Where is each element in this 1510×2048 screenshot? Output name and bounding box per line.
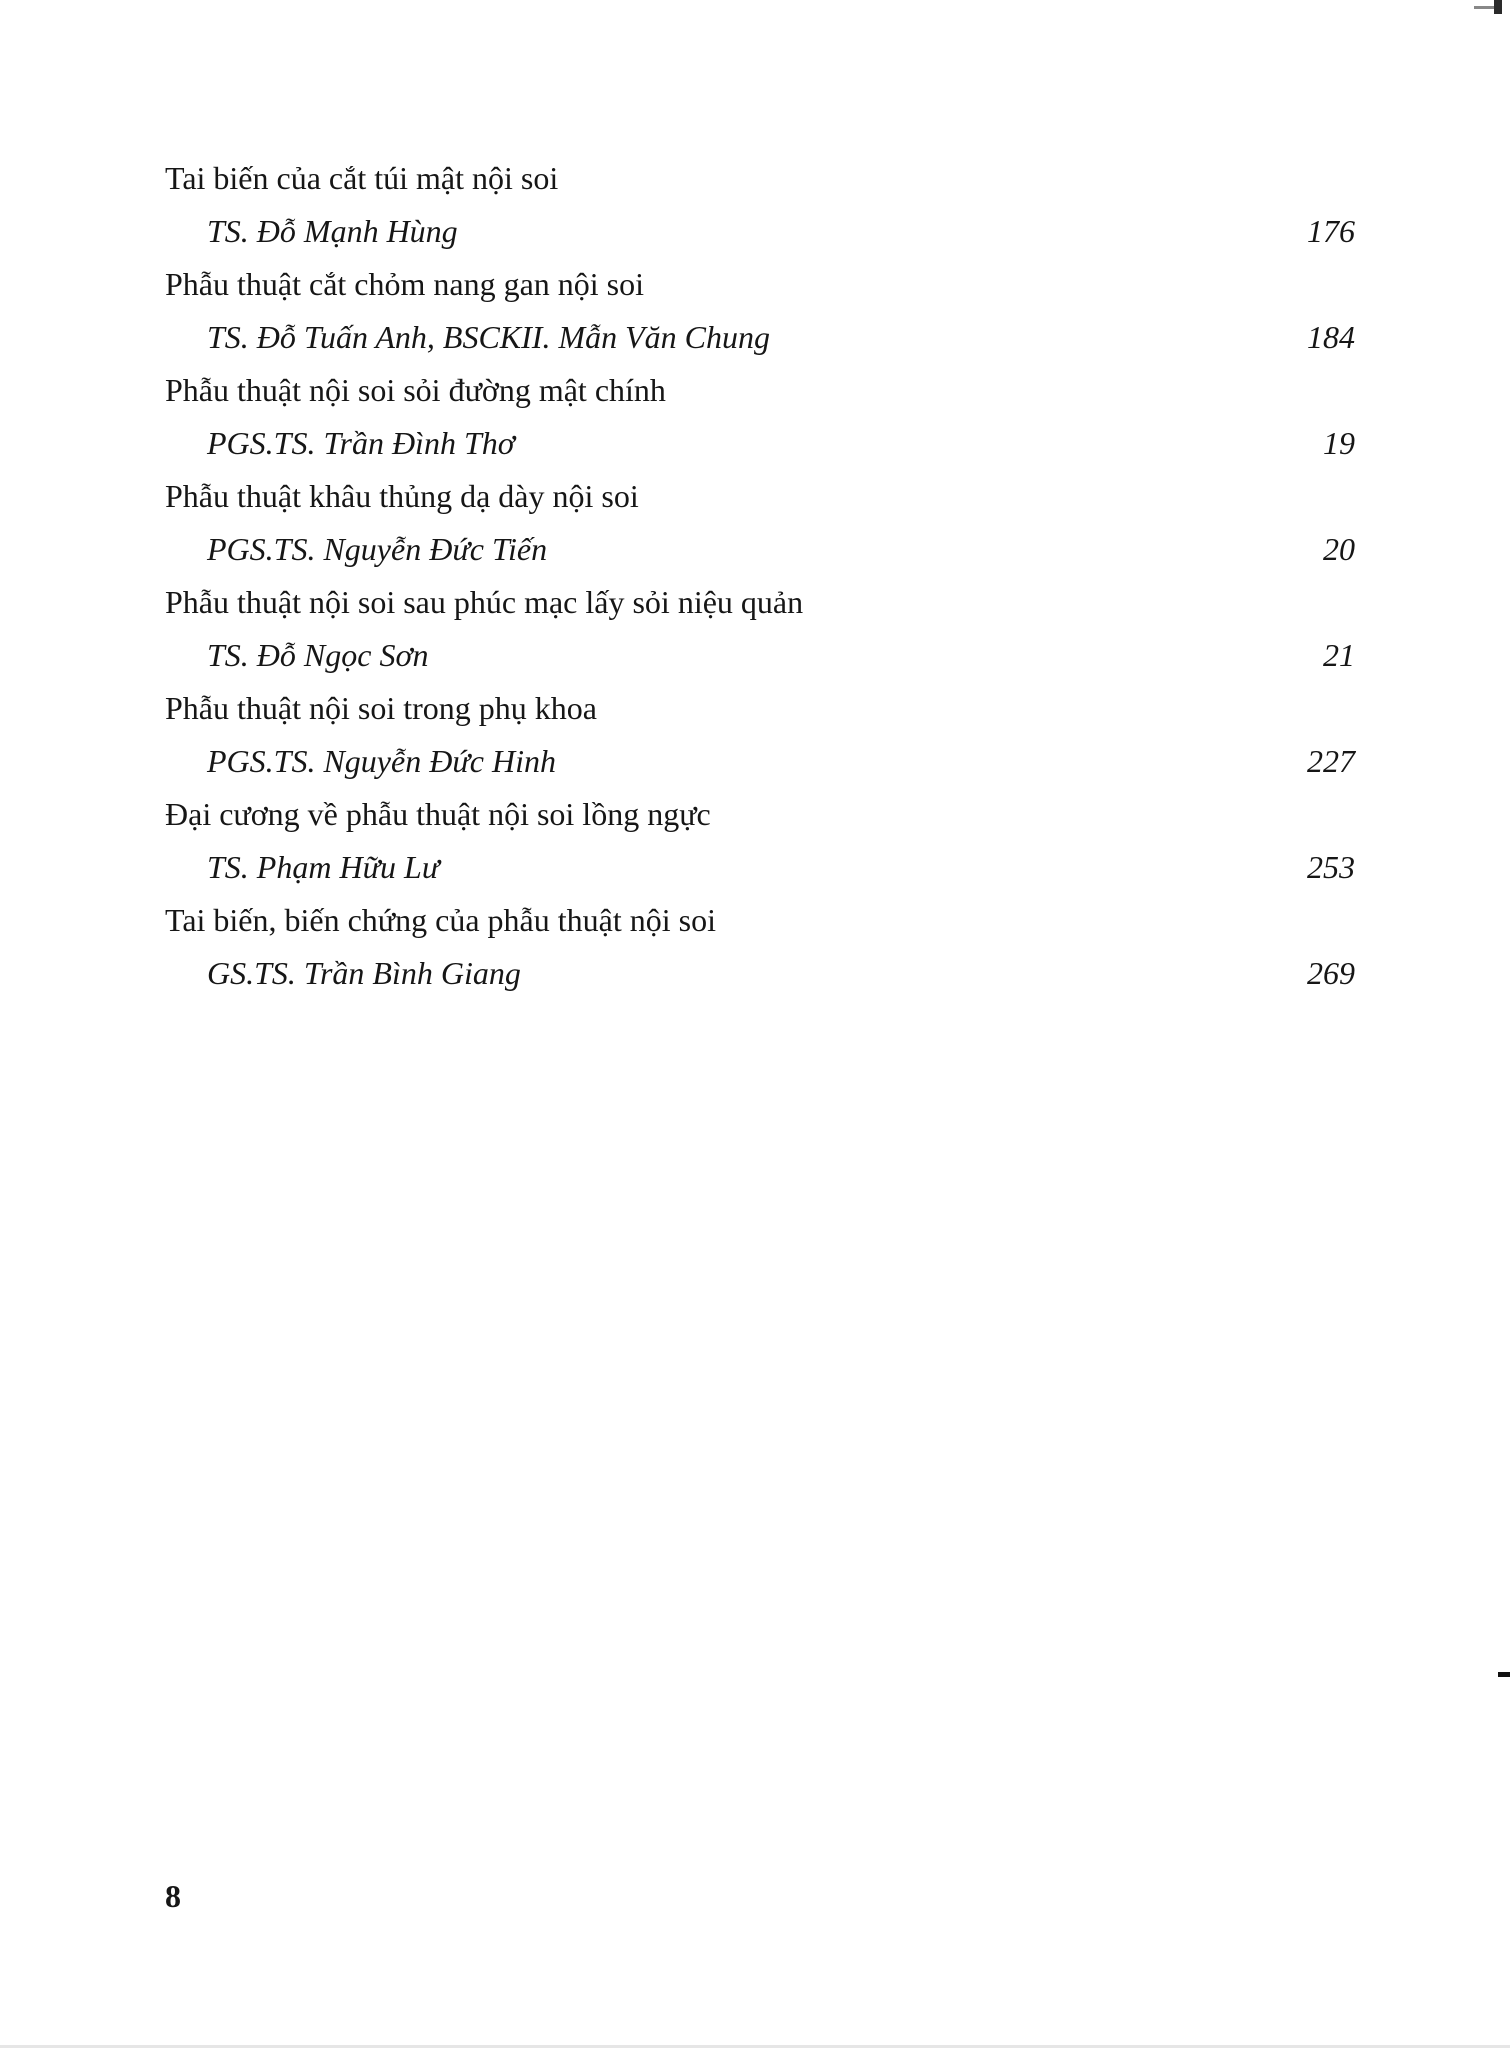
- toc-entry-page[interactable]: 269: [1307, 955, 1355, 991]
- page-number: 8: [165, 1878, 181, 1914]
- toc-entry[interactable]: [165, 682, 1355, 788]
- table-of-contents: [165, 152, 1355, 1000]
- toc-entry[interactable]: [165, 152, 1355, 258]
- scan-corner-mark: [1494, 0, 1502, 14]
- toc-entry-title: Phẫu thuật khâu thủng dạ dày nội soi: [165, 478, 639, 514]
- toc-entry-title: Tai biến của cắt túi mật nội soi: [165, 160, 559, 196]
- toc-entry-author: PGS.TS. Trần Đình Thơ: [207, 425, 515, 461]
- toc-entry-author: GS.TS. Trần Bình Giang: [207, 955, 521, 991]
- toc-entry-title: Phẫu thuật nội soi trong phụ khoa: [165, 690, 597, 726]
- toc-entry[interactable]: [165, 364, 1355, 470]
- toc-entry[interactable]: [165, 894, 1355, 1000]
- toc-entry-title: Phẫu thuật nội soi sỏi đường mật chính: [165, 372, 666, 408]
- toc-entry-page[interactable]: 227: [1307, 743, 1355, 779]
- toc-entry-title: Phẫu thuật cắt chỏm nang gan nội soi: [165, 266, 645, 302]
- toc-entry-title: Tai biến, biến chứng của phẫu thuật nội soi: [165, 902, 716, 938]
- toc-entry-page[interactable]: 19: [1323, 425, 1355, 461]
- toc-entry-author: TS. Đỗ Ngọc Sơn: [207, 637, 429, 673]
- toc-entry[interactable]: [165, 258, 1355, 364]
- toc-entry[interactable]: [165, 576, 1355, 682]
- toc-entry-page[interactable]: 184: [1307, 319, 1355, 355]
- toc-entry-page[interactable]: 253: [1307, 849, 1355, 885]
- scan-edge-mark: [1498, 1672, 1510, 1677]
- toc-entry-page[interactable]: 21: [1323, 637, 1355, 673]
- toc-entry-title: Đại cương về phẫu thuật nội soi lồng ngực: [165, 796, 711, 832]
- toc-entry-page[interactable]: 20: [1323, 531, 1355, 567]
- toc-entry-author: TS. Phạm Hữu Lư: [207, 849, 440, 885]
- toc-entry-author: PGS.TS. Nguyễn Đức Tiến: [207, 531, 548, 567]
- toc-entry-author: PGS.TS. Nguyễn Đức Hinh: [207, 743, 556, 779]
- toc-entry-author: TS. Đỗ Tuấn Anh, BSCKII. Mẫn Văn Chung: [207, 319, 770, 355]
- toc-entry-page[interactable]: 176: [1307, 213, 1355, 249]
- toc-entry[interactable]: [165, 788, 1355, 894]
- scan-corner-line: [1474, 6, 1494, 9]
- toc-entry-author: TS. Đỗ Mạnh Hùng: [207, 213, 458, 249]
- toc-entry[interactable]: [165, 470, 1355, 576]
- toc-entry-title: Phẫu thuật nội soi sau phúc mạc lấy sỏi niệu quản: [165, 584, 804, 620]
